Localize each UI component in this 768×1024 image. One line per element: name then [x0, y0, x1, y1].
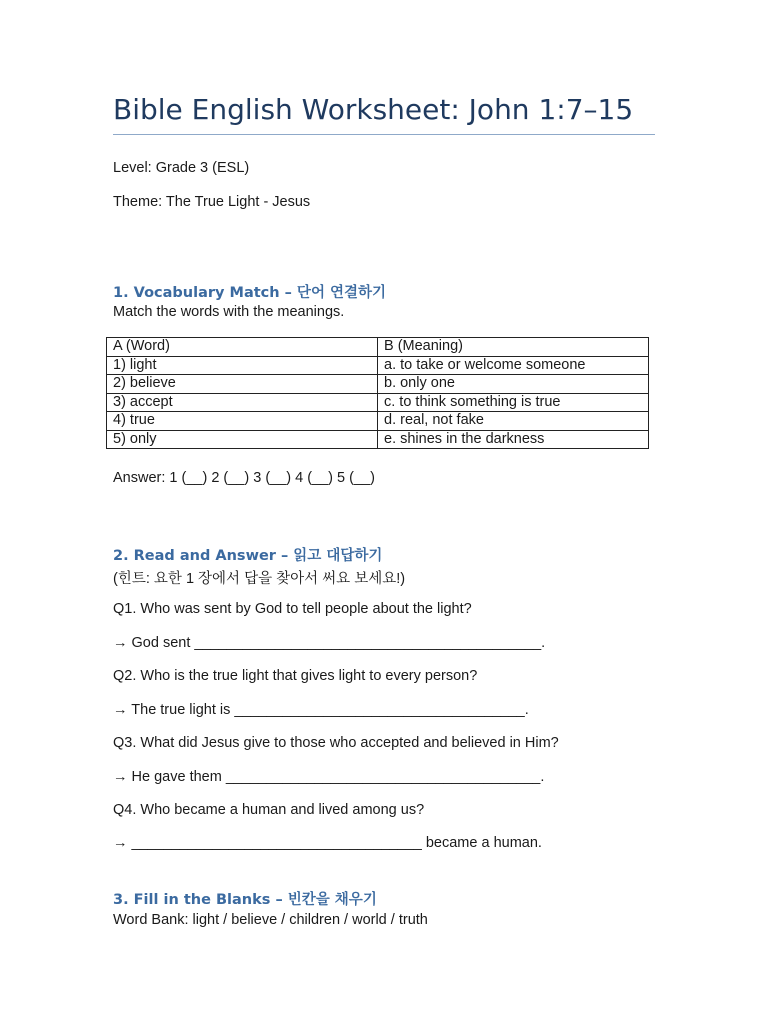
section-2-heading: 2. Read and Answer – 읽고 대답하기	[113, 548, 383, 564]
table-row	[107, 393, 649, 412]
section-1-heading: 1. Vocabulary Match – 단어 연결하기	[113, 285, 387, 301]
word-cell: 5) only	[107, 430, 378, 449]
meaning-cell: b. only one	[378, 375, 649, 394]
question-1: Q1. Who was sent by God to tell people about the light?	[113, 601, 472, 617]
table-header-cell: A (Word)	[107, 338, 378, 357]
word-cell: 3) accept	[107, 393, 378, 412]
answer-line: Answer: 1 (__) 2 (__) 3 (__) 4 (__) 5 (__)	[113, 470, 375, 486]
theme-text: Theme: The True Light - Jesus	[113, 194, 311, 210]
table-row	[107, 412, 649, 431]
level-text: Level: Grade 3 (ESL)	[113, 160, 250, 176]
meaning-cell: d. real, not fake	[378, 412, 649, 431]
answer-2: → The true light is ____________________________________.	[113, 702, 529, 718]
table-header-row	[107, 338, 649, 357]
section-2-hint: (힌트: 요한 1 장에서 답을 찾아서 써요 보세요!)	[113, 571, 406, 587]
word-cell: 4) true	[107, 412, 378, 431]
table-row	[107, 375, 649, 394]
answer-4: → ____________________________________ became a human.	[113, 835, 542, 851]
answer-3: → He gave them _______________________________________.	[113, 769, 545, 785]
word-bank: Word Bank: light / believe / children / world / truth	[113, 912, 428, 928]
table-row	[107, 356, 649, 375]
table-header-cell: B (Meaning)	[378, 338, 649, 357]
meaning-cell: c. to think something is true	[378, 393, 649, 412]
section-1-instruction: Match the words with the meanings.	[113, 304, 345, 320]
word-cell: 2) believe	[107, 375, 378, 394]
answer-1: → God sent ___________________________________________.	[113, 635, 546, 651]
meaning-cell: e. shines in the darkness	[378, 430, 649, 449]
word-cell: 1) light	[107, 356, 378, 375]
section-3-heading: 3. Fill in the Blanks – 빈칸을 채우기	[113, 892, 377, 908]
vocabulary-table	[106, 337, 649, 449]
table-row	[107, 430, 649, 449]
question-2: Q2. Who is the true light that gives light to every person?	[113, 668, 478, 684]
question-4: Q4. Who became a human and lived among us?	[113, 802, 425, 818]
question-3: Q3. What did Jesus give to those who accepted and believed in Him?	[113, 735, 559, 751]
page-title: Bible English Worksheet: John 1:7–15	[113, 93, 655, 135]
meaning-cell: a. to take or welcome someone	[378, 356, 649, 375]
